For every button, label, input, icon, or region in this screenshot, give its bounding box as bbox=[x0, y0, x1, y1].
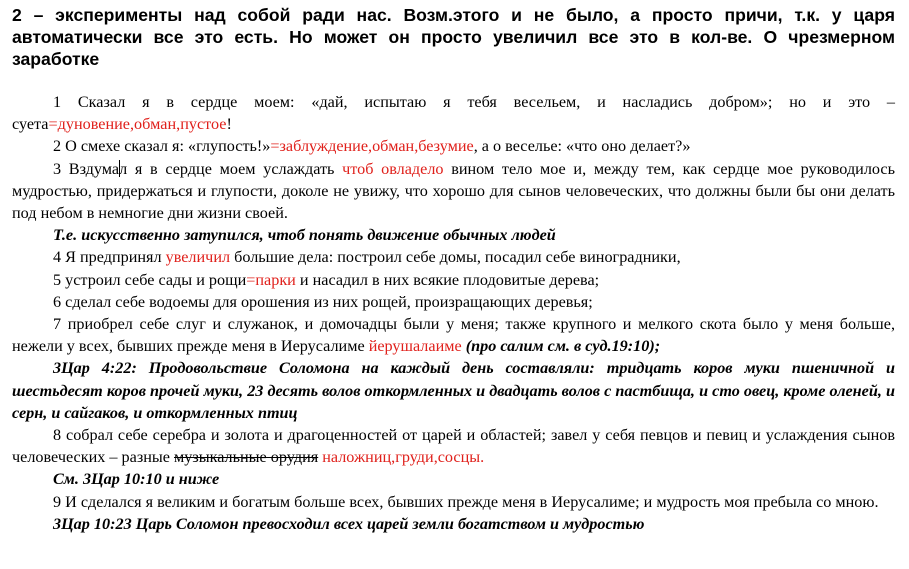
verse-3 bbox=[12, 158, 895, 225]
verse-7-annotation: йерушалаиме bbox=[368, 337, 462, 356]
verse-5-text: 5 устроил себе сады и рощи bbox=[53, 270, 247, 289]
verse-1-annotation: =дуновение,обман,пустое bbox=[48, 115, 227, 134]
verse-5-annotation: =парки bbox=[246, 270, 296, 289]
verse-7 bbox=[12, 313, 895, 357]
verse-7-text: 7 приобрел себе слуг и служанок, и домочадцы были у меня; также крупного и мелкого скота было у меня больше, нежели у всех, бывших прежде меня в Иерусалиме bbox=[12, 315, 895, 356]
commentary-4: 3Цар 10:23 Царь Соломон превосходил всех царей земли богатством и мудростью bbox=[53, 514, 645, 533]
heading: 2 – эксперименты над собой ради нас. Возм.этого и не было, а просто причи, т.к. у царя автоматически все это есть. Но может он просто увеличил все это в кол-ве. О чрезмерном заработке bbox=[12, 5, 895, 69]
verse-3-text: л я в сердце моем услаждать bbox=[119, 159, 343, 178]
verse-3-annotation: чтоб овладело bbox=[342, 159, 444, 178]
verse-3-start: 3 Вздума bbox=[53, 159, 120, 178]
verse-8-annotation: наложниц,груди,сосцы bbox=[318, 448, 481, 467]
verse-8-text: 8 собрал себе серебра и золота и драгоценностей от царей и областей; завел у себя певцов и певиц и услаждения сынов человеческих – разные bbox=[12, 426, 895, 467]
verse-4 bbox=[12, 246, 895, 268]
verse-1-text: 1 Сказал я в сердце моем: «дай, испытаю я тебя весельем, и насладись добром»; но и это – суета bbox=[12, 93, 895, 134]
verse-8-strikethrough: музыкальные орудия bbox=[174, 448, 319, 467]
verse-5 bbox=[12, 269, 895, 291]
commentary-1: Т.е. искусственно затупился, чтоб понять движение обычных людей bbox=[53, 226, 556, 245]
verse-2 bbox=[12, 135, 895, 157]
verse-9: 9 И сделался я великим и богатым больше всех, бывших прежде меня в Иерусалиме; и мудрость моя пребыла со мною. bbox=[53, 492, 879, 511]
verse-7-note: (про салим см. в суд.19:10); bbox=[461, 337, 661, 356]
verse-1-end: ! bbox=[226, 115, 232, 134]
verse-6: 6 сделал себе водоемы для орошения из них рощей, произращающих деревья; bbox=[53, 292, 593, 311]
verse-8-end: . bbox=[480, 448, 485, 467]
commentary-2: 3Цар 4:22: Продовольствие Соломона на каждый день составляли: тридцать коров муки пшеничной и шестьдесят коров прочей муки, 23 десять волов откормленных и двадцать волов с пастбища, и сто овец, кроме оленей, и серн, и сайгаков, и откормленных птиц bbox=[12, 359, 895, 422]
verse-5-end: и насадил в них всякие плодовитые дерева; bbox=[295, 270, 600, 289]
commentary-3: См. 3Цар 10:10 и ниже bbox=[53, 470, 220, 489]
verse-2-end: , а о веселье: «что оно делает?» bbox=[473, 137, 691, 156]
verse-8 bbox=[12, 424, 895, 468]
verse-4-end: большие дела: построил себе домы, посадил себе виноградники, bbox=[230, 248, 681, 267]
verse-3-end: вином тело мое и, между тем, как сердце мое руководилось мудростью, придержаться и глупости, доколе не увижу, что хорошо для сынов человеческих, что должны были бы они делать под небом в немногие дни жизни своей. bbox=[12, 159, 895, 223]
verse-2-annotation: =заблуждение,обман,безумие bbox=[270, 137, 474, 156]
verse-2-text: 2 О смехе сказал я: «глупость!» bbox=[53, 137, 271, 156]
verse-4-annotation: увеличил bbox=[165, 248, 231, 267]
verse-4-text: 4 Я предпринял bbox=[53, 248, 166, 267]
verse-1 bbox=[12, 91, 895, 135]
